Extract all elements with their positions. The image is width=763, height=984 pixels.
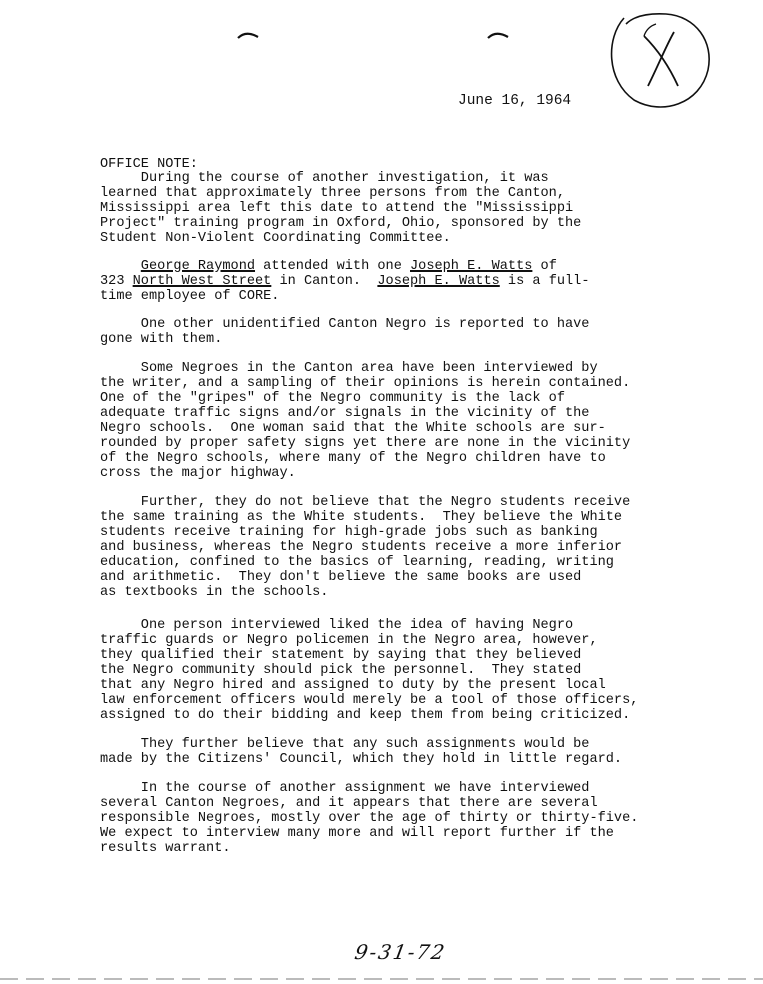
- paragraph-7-line: They further believe that any such assignments would be: [100, 737, 590, 752]
- paragraph-1-line: During the course of another investigation, it was: [100, 171, 549, 186]
- street-name: North West Street: [132, 274, 272, 289]
- office-note-label: OFFICE NOTE:: [100, 157, 198, 172]
- paragraph-7-line: made by the Citizens' Council, which they hold in little regard.: [100, 752, 623, 767]
- document-date: June 16, 1964: [458, 93, 572, 109]
- paragraph-6-line: they qualified their statement by saying that they believed: [100, 648, 582, 663]
- paragraph-5-line: and business, whereas the Negro students receive a more inferior: [100, 540, 623, 555]
- person-name-joseph-watts: Joseph E. Watts: [410, 259, 533, 274]
- paragraph-5-line: the same training as the White students. They believe the White: [100, 510, 623, 525]
- paragraph-8-line: We expect to interview many more and will report further if the: [100, 826, 614, 841]
- paragraph-6-line: that any Negro hired and assigned to duty by the present local: [100, 678, 606, 693]
- circled-x-mark: [604, 8, 714, 112]
- paragraph-4-line: Some Negroes in the Canton area have been interviewed by: [100, 361, 598, 376]
- paragraph-5-line: students receive training for high-grade jobs such as banking: [100, 525, 598, 540]
- paragraph-6-line: assigned to do their bidding and keep them from being criticized.: [100, 708, 631, 723]
- paragraph-1-line: Mississippi area left this date to attend the "Mississippi: [100, 201, 574, 216]
- paragraph-8-line: results warrant.: [100, 841, 231, 856]
- paragraph-2-line: time employee of CORE.: [100, 289, 280, 304]
- paragraph-4-line: One of the "gripes" of the Negro community is the lack of: [100, 391, 565, 406]
- paragraph-8-line: several Canton Negroes, and it appears that there are several: [100, 796, 598, 811]
- paragraph-6-line: the Negro community should pick the personnel. They stated: [100, 663, 582, 678]
- paragraph-6-line: traffic guards or Negro policemen in the Negro area, however,: [100, 633, 598, 648]
- paragraph-3-line: One other unidentified Canton Negro is reported to have: [100, 317, 590, 332]
- paragraph-6-line: One person interviewed liked the idea of having Negro: [100, 618, 574, 633]
- handwritten-file-number: [352, 940, 495, 970]
- paragraph-2-line: George Raymond attended with one Joseph E. Watts of: [140, 259, 557, 274]
- paragraph-1-line: Project" training program in Oxford, Ohio, sponsored by the: [100, 216, 582, 231]
- person-name-joseph-watts: Joseph E. Watts: [377, 274, 500, 289]
- top-tick-mark: [486, 30, 510, 40]
- paragraph-4-line: cross the major highway.: [100, 466, 296, 481]
- page-bottom-edge: [0, 978, 763, 980]
- person-name-george-raymond: George Raymond: [140, 259, 256, 274]
- paragraph-5-line: and arithmetic. They don't believe the same books are used: [100, 570, 582, 585]
- paragraph-4-line: of the Negro schools, where many of the Negro children have to: [100, 451, 606, 466]
- file-number-text: 9-31-72: [352, 940, 449, 964]
- paragraph-6-line: law enforcement officers would merely be a tool of those officers,: [100, 693, 639, 708]
- paragraph-4-line: rounded by proper safety signs yet there are none in the vicinity: [100, 436, 631, 451]
- top-tick-mark: [236, 30, 260, 40]
- paragraph-1-line: Student Non-Violent Coordinating Committee.: [100, 231, 451, 246]
- paragraph-8-line: In the course of another assignment we have interviewed: [100, 781, 590, 796]
- paragraph-5-line: education, confined to the basics of learning, reading, writing: [100, 555, 614, 570]
- paragraph-1-line: learned that approximately three persons from the Canton,: [100, 186, 565, 201]
- paragraph-4-line: adequate traffic signs and/or signals in the vicinity of the: [100, 406, 590, 421]
- paragraph-3-line: gone with them.: [100, 332, 223, 347]
- paragraph-2-line: 323 North West Street in Canton. Joseph E. Watts is a full-: [100, 274, 590, 289]
- paragraph-5-line: Further, they do not believe that the Negro students receive: [100, 495, 631, 510]
- paragraph-8-line: responsible Negroes, mostly over the age of thirty or thirty-five.: [100, 811, 639, 826]
- paragraph-4-line: the writer, and a sampling of their opinions is herein contained.: [100, 376, 631, 391]
- paragraph-5-line: as textbooks in the schools.: [100, 585, 329, 600]
- paragraph-4-line: Negro schools. One woman said that the White schools are sur-: [100, 421, 606, 436]
